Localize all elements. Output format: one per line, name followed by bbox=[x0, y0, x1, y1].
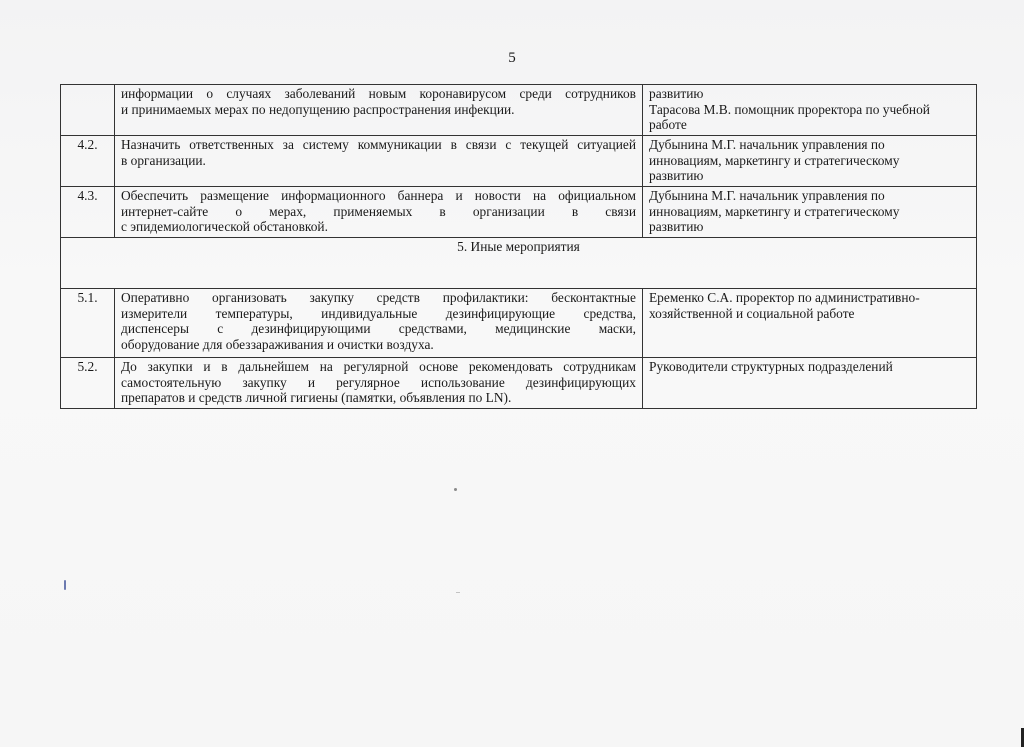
row-number: 5.2. bbox=[61, 358, 115, 409]
table-row bbox=[61, 358, 977, 409]
task-cell bbox=[115, 289, 643, 358]
task-cell bbox=[115, 136, 643, 187]
table-row bbox=[61, 136, 977, 187]
responsible-line: работе bbox=[649, 117, 687, 132]
task-line: До закупки и в дальнейшем на регулярной основе рекомендовать сотрудникам bbox=[121, 359, 636, 374]
responsible-line: Тарасова М.В. помощник проректора по учебной bbox=[649, 101, 930, 117]
task-line: интернет-сайте о мерах, применяемых в организации в связи bbox=[121, 203, 636, 219]
responsible-line: хозяйственной и социальной работе bbox=[649, 305, 855, 321]
table-row bbox=[61, 289, 977, 358]
row-number: 4.2. bbox=[61, 136, 115, 187]
page-number: 5 bbox=[508, 50, 516, 66]
responsible-cell bbox=[643, 85, 977, 136]
task-line: и принимаемых мерах по недопущению распространения инфекции. bbox=[121, 101, 515, 117]
scan-speck bbox=[64, 580, 66, 590]
table-row bbox=[61, 85, 977, 136]
responsible-line: развитию bbox=[649, 168, 704, 183]
responsible-line: Руководители структурных подразделений bbox=[649, 359, 893, 374]
responsible-line: инновациям, маркетингу и стратегическому bbox=[649, 203, 900, 219]
responsible-cell bbox=[643, 289, 977, 358]
scan-speck bbox=[456, 592, 460, 593]
row-number: 5.1. bbox=[61, 289, 115, 358]
task-cell bbox=[115, 358, 643, 409]
row-number: 4.3. bbox=[61, 187, 115, 238]
task-line: диспенсеры с дезинфицирующими средствами, медицинские маски, bbox=[121, 321, 636, 336]
task-line: оборудование для обеззараживания и очистки воздуха. bbox=[121, 336, 434, 352]
responsible-line: Дубынина М.Г. начальник управления по bbox=[649, 137, 885, 152]
responsible-line: инновациям, маркетингу и стратегическому bbox=[649, 152, 900, 168]
task-line: препаратов и средств личной гигиены (памятки, объявления по LN). bbox=[121, 390, 512, 405]
task-line: Оперативно организовать закупку средств профилактики: бесконтактные bbox=[121, 290, 636, 305]
task-line: с эпидемиологической обстановкой. bbox=[121, 219, 328, 234]
responsible-line: Дубынина М.Г. начальник управления по bbox=[649, 188, 885, 203]
task-line: самостоятельную закупку и регулярное использование дезинфицирующих bbox=[121, 374, 636, 390]
section-title: 5. Иные мероприятия bbox=[61, 238, 977, 289]
measures-table bbox=[60, 84, 977, 409]
task-cell bbox=[115, 187, 643, 238]
scan-speck bbox=[454, 488, 457, 491]
task-line: в организации. bbox=[121, 152, 206, 168]
responsible-cell bbox=[643, 358, 977, 409]
task-line: информации о случаях заболеваний новым коронавирусом среди сотрудников bbox=[121, 86, 636, 101]
task-line: измерители температуры, индивидуальные дезинфицирующие средства, bbox=[121, 305, 636, 321]
task-line: Обеспечить размещение информационного баннера и новости на официальном bbox=[121, 188, 636, 203]
responsible-line: развитию bbox=[649, 86, 704, 101]
responsible-line: Еременко С.А. проректор по административно- bbox=[649, 290, 920, 305]
responsible-cell bbox=[643, 187, 977, 238]
task-cell bbox=[115, 85, 643, 136]
section-header-row bbox=[61, 238, 977, 289]
responsible-cell bbox=[643, 136, 977, 187]
task-line: Назначить ответственных за систему коммуникации в связи с текущей ситуацией bbox=[121, 137, 636, 152]
table-row bbox=[61, 187, 977, 238]
responsible-line: развитию bbox=[649, 219, 704, 234]
row-number bbox=[61, 85, 115, 136]
